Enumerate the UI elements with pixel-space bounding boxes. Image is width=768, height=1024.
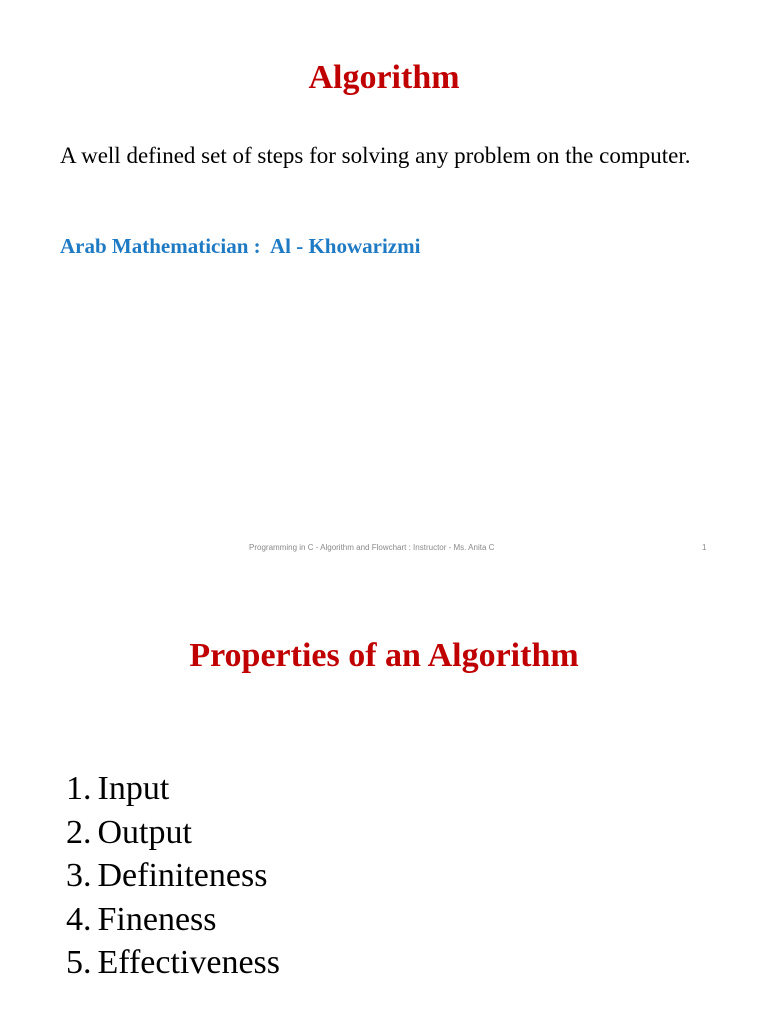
list-item: [66, 898, 280, 942]
slide-title: Algorithm: [308, 59, 460, 96]
list-item-label: Definiteness: [97, 857, 268, 894]
list-item-label: Output: [97, 813, 192, 851]
mathematician-line: Arab Mathematician : Al - Khowarizmi: [60, 234, 421, 258]
list-item: [66, 854, 280, 898]
list-item: [66, 811, 280, 855]
list-item: [66, 941, 280, 985]
list-item-number: 2.: [66, 813, 92, 851]
algorithm-definition: A well defined set of steps for solving any problem on the computer.: [60, 143, 691, 168]
list-item-number: 3.: [66, 857, 92, 894]
list-item-label: Input: [97, 770, 170, 807]
properties-list: [66, 767, 280, 985]
slide-title: Properties of an Algorithm: [189, 637, 579, 674]
list-item-label: Fineness: [97, 900, 217, 938]
page-number: 1: [702, 543, 707, 552]
list-item-number: 4.: [66, 900, 92, 938]
list-item-label: Effectiveness: [97, 944, 281, 981]
footer-text: Programming in C - Algorithm and Flowchart : Instructor - Ms. Anita C: [249, 543, 495, 552]
list-item-number: 5.: [66, 944, 92, 981]
list-item-number: 1.: [66, 770, 92, 807]
slide-properties: [0, 580, 768, 1024]
list-item: [66, 767, 280, 811]
